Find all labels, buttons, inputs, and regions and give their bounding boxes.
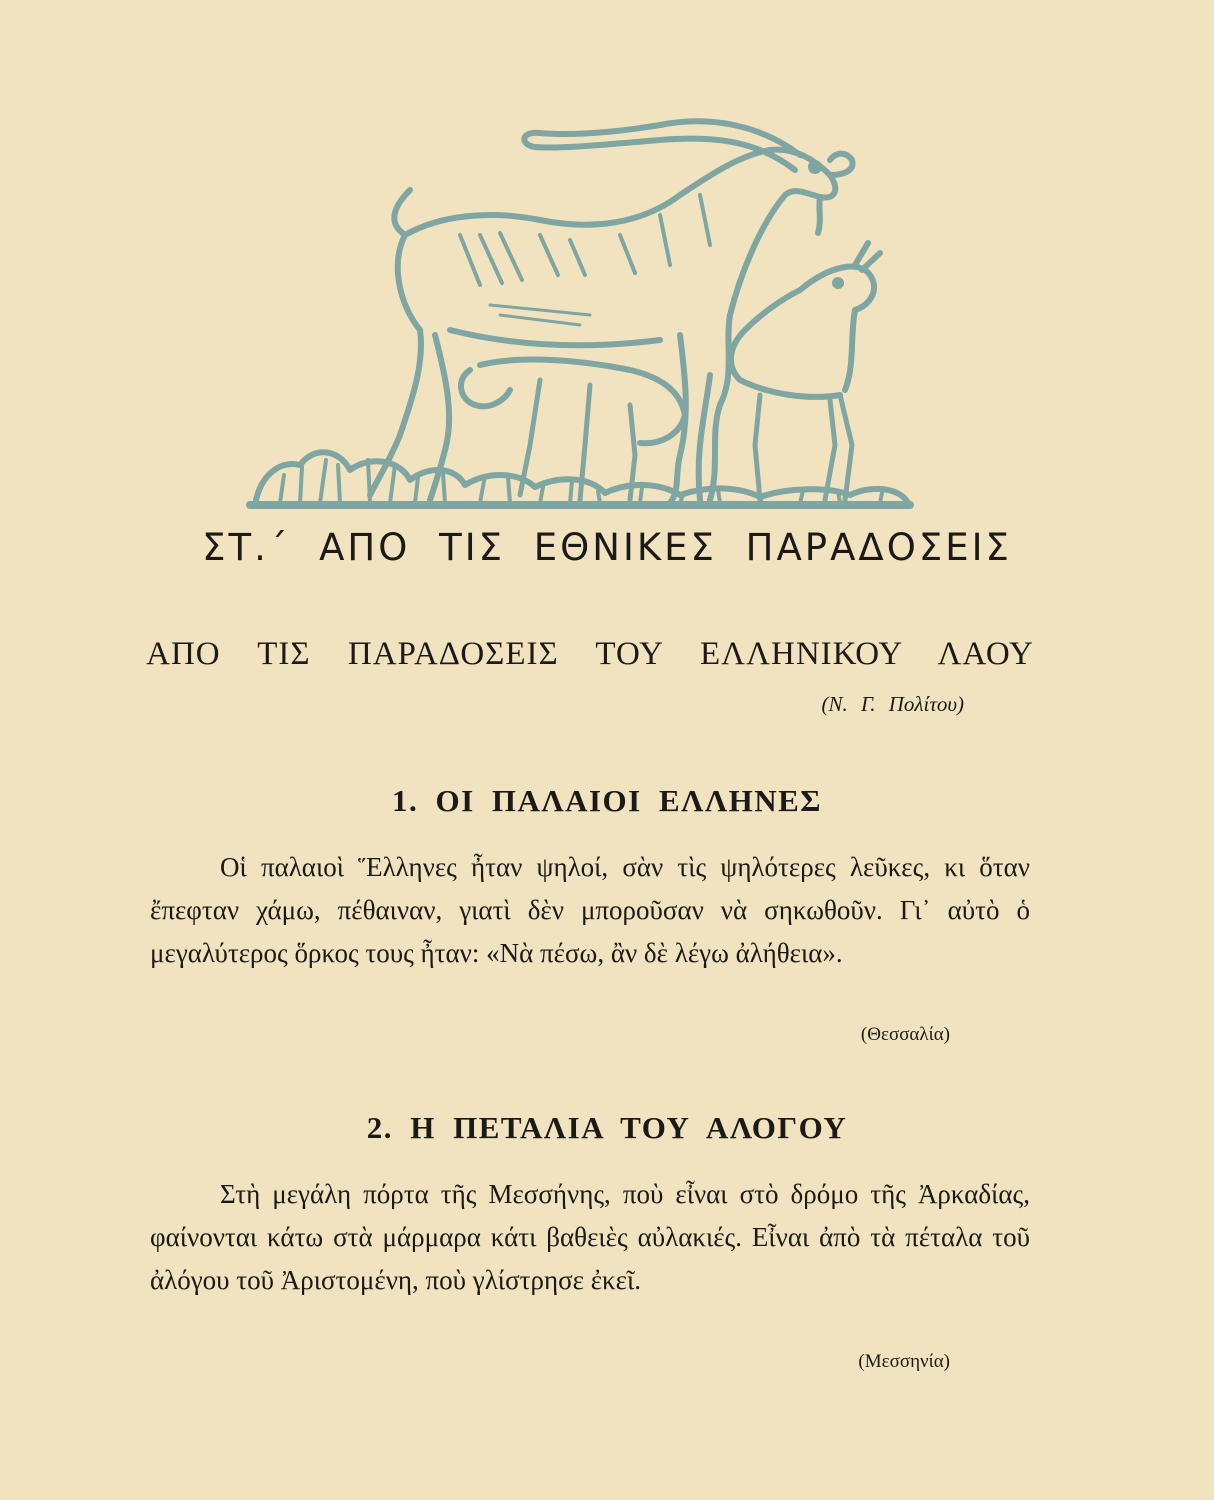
story-region: (Θεσσαλία) <box>860 1024 950 1045</box>
story-body: Στὴ μεγάλη πόρτα τῆς Μεσσήνης, ποὺ εἶναι στὸ δρόμο τῆς Ἀρκαδίας, φαίνονται κάτω στὰ μάρμαρα κάτι βαθειὲς αὐλακιές. Εἶναι ἀπὸ τὰ πέταλα τοῦ ἀλόγου τοῦ Ἀριστομένη, ποὺ γλίστρησε ἐκεῖ. <box>150 1179 1030 1295</box>
collection-title: ΑΠΟ ΤΙΣ ΠΑΡΑΔΟΣΕΙΣ ΤΟΥ ΕΛΛΗΝΙΚΟΥ ΛΑΟΥ <box>146 636 1034 672</box>
goat-and-kid-illustration-icon <box>240 115 920 515</box>
story-region: (Μεσσηνία) <box>858 1351 950 1372</box>
section-heading: ΣΤ.΄ ΑΠΟ ΤΙΣ ΕΘΝΙΚΕΣ ΠΑΡΑΔΟΣΕΙΣ <box>202 526 1012 569</box>
story-body: Οἱ παλαιοὶ Ἕλληνες ἦταν ψηλοί, σὰν τὶς ψηλότερες λεῦκες, κι ὅταν ἔπεφταν χάμω, πέθαιναν, γιατὶ δὲν μποροῦσαν νὰ σηκωθοῦν. Γι᾿ αὐτὸ ὁ μεγαλύτερος ὅρκος τους ἦταν: «Νὰ πέσω, ἂν δὲ λέγω ἀλήθεια». <box>150 852 1030 968</box>
author-credit: (Ν. Γ. Πολίτου) <box>821 692 964 716</box>
story-title: 1. ΟΙ ΠΑΛΑΙΟΙ ΕΛΛΗΝΕΣ <box>391 783 823 818</box>
story-title: 2. Η ΠΕΤΑΛΙΑ ΤΟΥ ΑΛΟΓΟΥ <box>366 1110 848 1145</box>
